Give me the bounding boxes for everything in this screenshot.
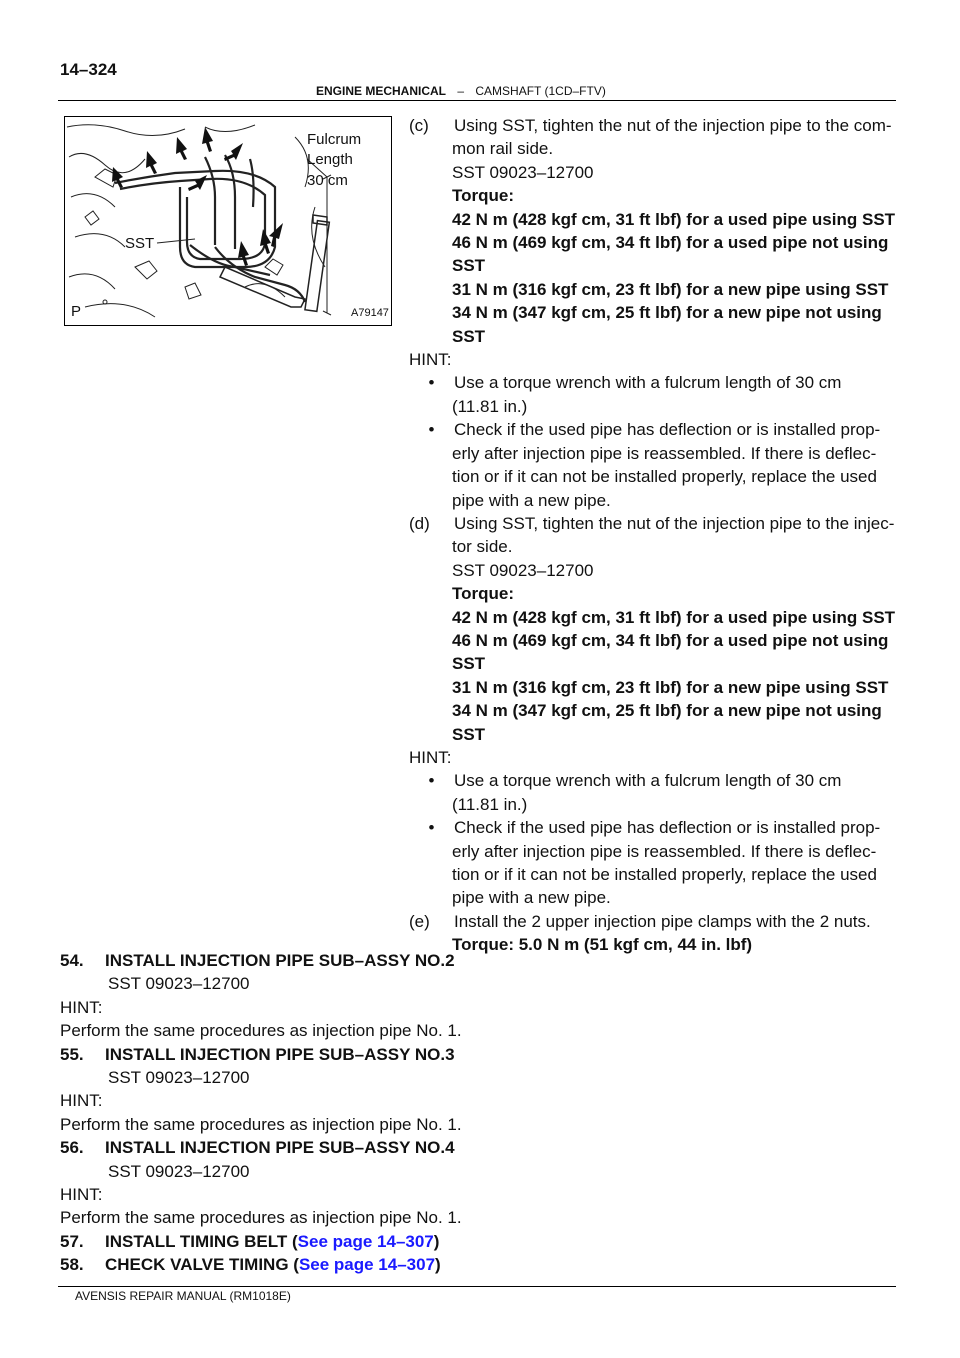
hint-line: erly after injection pipe is reassembled. If there is deflec- bbox=[452, 841, 877, 861]
footer-text: AVENSIS REPAIR MANUAL (RM1018E) bbox=[75, 1289, 291, 1303]
sst-label: SST bbox=[125, 235, 155, 252]
30cm-label: 30 cm bbox=[307, 172, 348, 189]
step-e-line: Install the 2 upper injection pipe clamps with the 2 nuts. bbox=[454, 911, 871, 931]
hint-line: tion or if it can not be installed properly, replace the used bbox=[452, 467, 877, 487]
step-c-line: mon rail side. bbox=[452, 139, 554, 159]
step-c-torque: SST bbox=[452, 256, 486, 276]
bullet: • bbox=[428, 373, 435, 393]
step-hint: HINT: bbox=[60, 1185, 103, 1205]
hint-line: tion or if it can not be installed properly, replace the used bbox=[452, 865, 877, 884]
step-d-torque: 42 N m (428 kgf cm, 31 ft lbf) for a used pipe using SST bbox=[452, 607, 896, 627]
hint-line: pipe with a new pipe. bbox=[452, 490, 611, 510]
hint-line: pipe with a new pipe. bbox=[452, 888, 611, 908]
step-d-line: Using SST, tighten the nut of the injection pipe to the injec- bbox=[454, 513, 895, 533]
step-hint: HINT: bbox=[60, 997, 103, 1017]
step-c-sst: SST 09023–12700 bbox=[452, 162, 594, 182]
step-e-torque: Torque: 5.0 N m (51 kgf cm, 44 in. lbf) bbox=[452, 935, 753, 955]
header-title bbox=[316, 84, 606, 98]
step-hint: HINT: bbox=[60, 1091, 103, 1111]
step-c bbox=[409, 114, 895, 957]
step-number: 58. bbox=[60, 1255, 84, 1275]
hint-line: Use a torque wrench with a fulcrum length of 30 cm bbox=[454, 373, 842, 393]
step-d-line: tor side. bbox=[452, 537, 513, 557]
step-title: CHECK VALVE TIMING ( bbox=[105, 1255, 299, 1275]
step-c-torque: SST bbox=[452, 326, 486, 346]
step-number: 54. bbox=[60, 951, 84, 970]
paren-close: ) bbox=[435, 1255, 441, 1275]
see-page-link[interactable]: See page 14–307 bbox=[297, 1231, 434, 1251]
step-e-letter: (e) bbox=[409, 911, 430, 931]
injection-pipe-figure bbox=[64, 116, 392, 326]
step-c-torque: 31 N m (316 kgf cm, 23 ft lbf) for a new pipe using SST bbox=[452, 279, 889, 299]
step-d-torque: 46 N m (469 kgf cm, 34 ft lbf) for a used pipe not using bbox=[452, 630, 889, 650]
step-c-torque-label: Torque: bbox=[452, 186, 515, 206]
hint-line: Use a torque wrench with a fulcrum length of 30 cm bbox=[454, 771, 842, 791]
step-title: INSTALL INJECTION PIPE SUB–ASSY NO.3 bbox=[105, 1044, 455, 1064]
p-label: P bbox=[71, 303, 82, 320]
fulcrum-label: Fulcrum bbox=[307, 131, 362, 148]
step-title: INSTALL TIMING BELT ( bbox=[105, 1231, 298, 1251]
step-sst: SST 09023–12700 bbox=[108, 974, 250, 994]
step-number: 56. bbox=[60, 1138, 84, 1158]
paren-close: ) bbox=[433, 1231, 440, 1251]
step-d-torque: SST bbox=[452, 654, 486, 674]
numbered-steps bbox=[60, 949, 462, 1277]
step-c-torque: 42 N m (428 kgf cm, 31 ft lbf) for a used pipe using SST bbox=[452, 209, 896, 229]
step-sst: SST 09023–12700 bbox=[108, 1161, 250, 1181]
step-title: INSTALL INJECTION PIPE SUB–ASSY NO.2 bbox=[105, 951, 455, 970]
header-separator: – bbox=[457, 84, 465, 98]
bullet: • bbox=[428, 818, 435, 838]
step-d-torque: 31 N m (316 kgf cm, 23 ft lbf) for a new pipe using SST bbox=[452, 677, 889, 697]
step-d-hint: HINT: bbox=[409, 747, 452, 767]
step-d-letter: (d) bbox=[409, 513, 430, 533]
step-c-letter: (c) bbox=[409, 116, 429, 135]
footer-rule bbox=[58, 1286, 896, 1287]
step-note: Perform the same procedures as injection pipe No. 1. bbox=[60, 1208, 462, 1228]
step-c-torque: 34 N m (347 kgf cm, 25 ft lbf) for a new pipe not using bbox=[452, 303, 882, 323]
bullet: • bbox=[428, 420, 435, 440]
page-number: 14–324 bbox=[60, 60, 117, 79]
length-label: Length bbox=[307, 151, 353, 168]
step-title: INSTALL INJECTION PIPE SUB–ASSY NO.4 bbox=[105, 1138, 455, 1158]
see-page-link[interactable]: See page 14–307 bbox=[298, 1255, 436, 1275]
hint-line: (11.81 in.) bbox=[452, 396, 528, 416]
step-c-torque: 46 N m (469 kgf cm, 34 ft lbf) for a used pipe not using bbox=[452, 233, 889, 253]
step-sst: SST 09023–12700 bbox=[108, 1068, 250, 1088]
step-note: Perform the same procedures as injection pipe No. 1. bbox=[60, 1021, 462, 1041]
step-d-sst: SST 09023–12700 bbox=[452, 560, 594, 580]
step-note: Perform the same procedures as injection pipe No. 1. bbox=[60, 1114, 462, 1134]
hint-line: Check if the used pipe has deflection or is installed prop- bbox=[454, 420, 881, 440]
step-d-torque-label: Torque: bbox=[452, 584, 515, 604]
hint-line: Check if the used pipe has deflection or is installed prop- bbox=[454, 818, 881, 838]
hint-line: erly after injection pipe is reassembled. If there is deflec- bbox=[452, 443, 877, 463]
engine-illustration bbox=[65, 117, 391, 325]
step-c-line: Using SST, tighten the nut of the injection pipe to the com- bbox=[454, 116, 892, 135]
bullet: • bbox=[428, 771, 435, 791]
header-rule bbox=[58, 100, 896, 101]
hint-line: (11.81 in.) bbox=[452, 794, 528, 814]
section-title: ENGINE MECHANICAL bbox=[316, 84, 447, 98]
step-c-hint: HINT: bbox=[409, 350, 452, 370]
figure-code: A79147 bbox=[351, 307, 389, 319]
step-d-torque: 34 N m (347 kgf cm, 25 ft lbf) for a new pipe not using bbox=[452, 701, 882, 721]
step-number: 57. bbox=[60, 1231, 84, 1251]
subsection-title: CAMSHAFT (1CD–FTV) bbox=[475, 84, 606, 98]
step-number: 55. bbox=[60, 1044, 84, 1064]
step-d-torque: SST bbox=[452, 724, 486, 744]
